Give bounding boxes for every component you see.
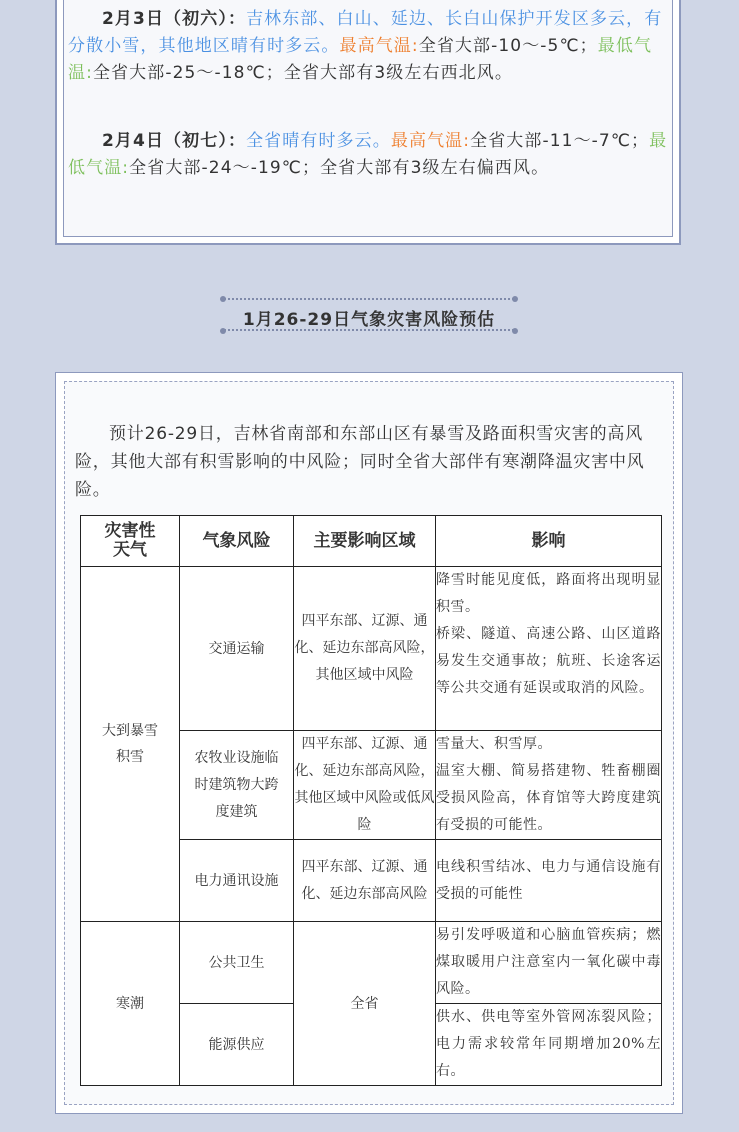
forecast-day-2-weather: 全省晴有时多云。 [246, 131, 391, 151]
risk-table [80, 515, 662, 1086]
forecast-day-2-min-label: 最低气温: [68, 131, 668, 178]
section-title-banner [220, 294, 518, 336]
forecast-day-1-min-label: 最低气温: [68, 36, 653, 83]
header-hazard: 灾害性天气 [81, 516, 180, 567]
risk-cell: 电力通讯设施 [180, 840, 294, 922]
impact-cell: 雪量大、积雪厚。 温室大棚、简易搭建物、牲畜棚圈受损风险高，体育馆等大跨度建筑有受损的可能性。 [436, 731, 662, 840]
header-risk: 气象风险 [180, 516, 294, 567]
header-impact: 影响 [436, 516, 662, 567]
forecast-day-2-max-label: 最高气温: [390, 131, 471, 151]
dot-icon [220, 296, 226, 302]
impact-cell: 易引发呼吸道和心脑血管疾病；燃煤取暖用户注意室内一氧化碳中毒风险。 [436, 922, 662, 1004]
forecast-day-1 [68, 6, 670, 87]
section-title: 1月26-29日气象灾害风险预估 [242, 310, 496, 330]
impact-cell: 降雪时能见度低，路面将出现明显积雪。 桥梁、隧道、高速公路、山区道路易发生交通事故；航班、长途客运等公共交通有延误或取消的风险。 [436, 567, 662, 731]
forecast-day-2-max-text: 全省大部-11～-7℃； [470, 131, 650, 151]
risk-cell: 交通运输 [180, 567, 294, 731]
forecast-day-2-min-text: 全省大部-24～-19℃；全省大部有3级左右偏西风。 [129, 158, 550, 178]
region-cell: 四平东部、辽源、通化、延边东部高风险 [294, 840, 436, 922]
region-cell: 全省 [294, 922, 436, 1086]
forecast-day-1-max-text: 全省大部-10～-5℃； [418, 36, 598, 56]
forecast-day-1-min-text: 全省大部-25～-18℃；全省大部有3级左右西北风。 [92, 63, 513, 83]
header-region: 主要影响区域 [294, 516, 436, 567]
forecast-day-2 [68, 128, 670, 182]
impact-cell: 供水、供电等室外管网冻裂风险；电力需求较常年同期增加20%左右。 [436, 1004, 662, 1086]
risk-cell: 能源供应 [180, 1004, 294, 1086]
table-header-row [81, 516, 662, 567]
table-row [81, 567, 662, 731]
forecast-day-1-date: 2月3日（初六）： [102, 9, 247, 29]
forecast-day-1-max-label: 最高气温: [339, 36, 419, 56]
table-row [81, 922, 662, 1004]
risk-cell: 公共卫生 [180, 922, 294, 1004]
dot-icon [512, 296, 518, 302]
title-top-dotted-line [224, 298, 514, 301]
region-cell: 四平东部、辽源、通化、延边东部高风险，其他区域中风险 [294, 567, 436, 731]
forecast-day-2-date: 2月4日（初七）： [102, 131, 247, 151]
hazard-cell-cold: 寒潮 [81, 922, 180, 1086]
impact-cell: 电线积雪结冰、电力与通信设施有受损的可能性 [436, 840, 662, 922]
forecast-day-1-weather: 吉林东部、白山、延边、长白山保护开发区多云，有分散小雪，其他地区晴有时多云。 [68, 9, 663, 56]
hazard-cell-snow: 大到暴雪积雪 [81, 567, 180, 922]
risk-cell: 农牧业设施临时建筑物大跨度建筑 [180, 731, 294, 840]
risk-intro: 预计26-29日，吉林省南部和东部山区有暴雪及路面积雪灾害的高风险，其他大部有积雪影响的中风险；同时全省大部伴有寒潮降温灾害中风险。 [75, 424, 645, 500]
region-cell: 四平东部、辽源、通化、延边东部高风险，其他区域中风险或低风险 [294, 731, 436, 840]
